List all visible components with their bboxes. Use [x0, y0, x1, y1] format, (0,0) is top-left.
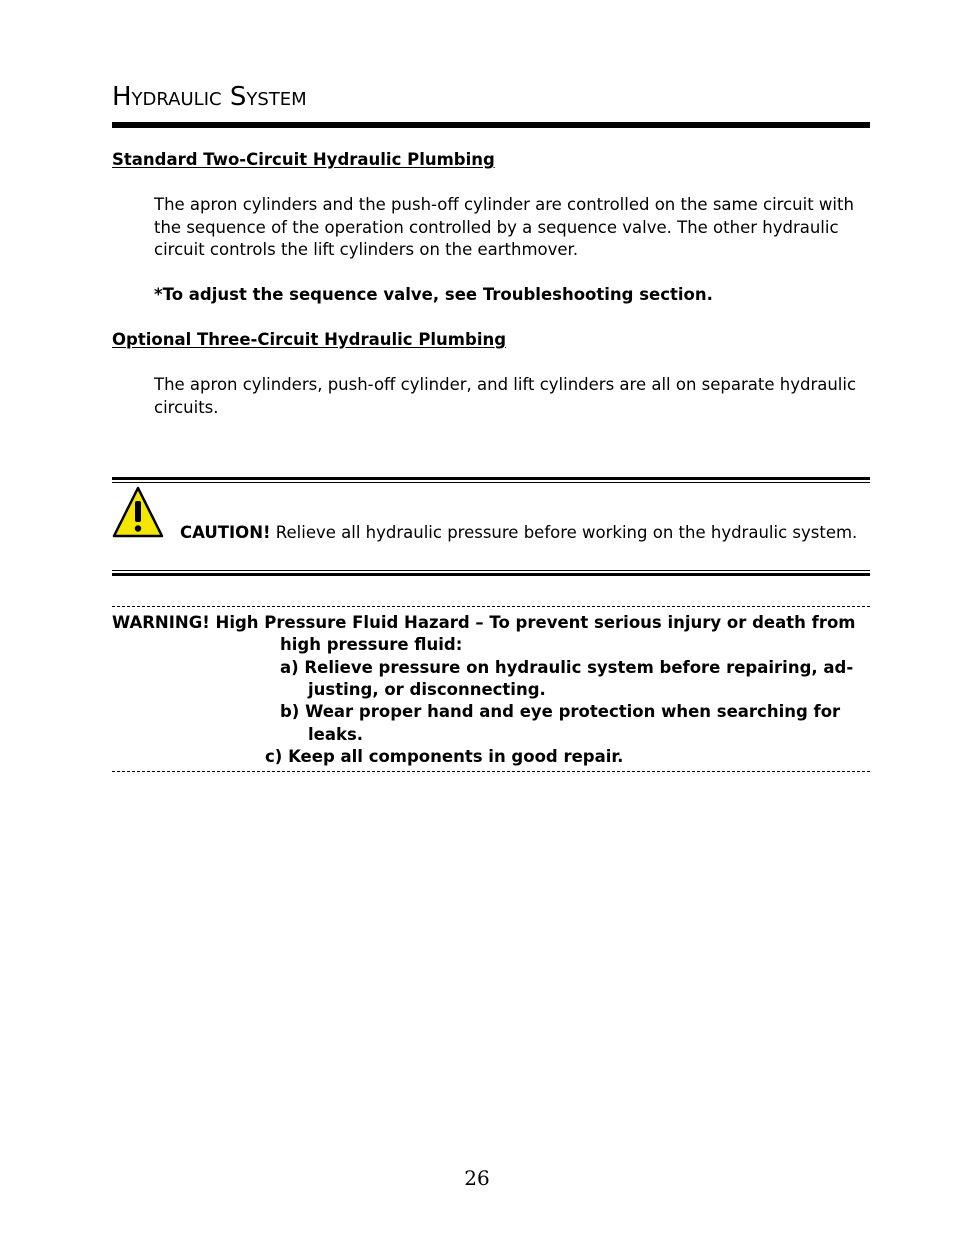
caution-text: Relieve all hydraulic pressure before working on the hydraulic system.: [270, 523, 858, 542]
caution-label: CAUTION!: [180, 523, 271, 542]
warning-triangle-icon: [112, 486, 164, 538]
standard-circuit-description: [154, 194, 870, 262]
warning-line: leaks.: [308, 725, 364, 744]
caution-top-rule: [112, 477, 870, 483]
warning-bottom-rule: [112, 771, 870, 772]
paragraph-line: circuits.: [154, 397, 219, 417]
warning-line: WARNING! High Pressure Fluid Hazard – To prevent serious injury or death from: [112, 613, 856, 632]
section-heading-optional-three-circuit: Optional Three-Circuit Hydraulic Plumbing: [112, 330, 507, 349]
sequence-valve-note: *To adjust the sequence valve, see Troubleshooting section.: [154, 285, 713, 304]
paragraph-line: circuit controls the lift cylinders on the earthmover.: [154, 240, 579, 259]
warning-line: high pressure fluid:: [280, 635, 463, 654]
section-heading-standard-two-circuit: Standard Two-Circuit Hydraulic Plumbing: [112, 150, 495, 169]
warning-line: justing, or disconnecting.: [308, 680, 546, 699]
caution-bottom-rule: [112, 570, 870, 576]
paragraph-line: the sequence of the operation controlled by a sequence valve. The other hydraulic: [154, 217, 839, 237]
title-divider: [112, 122, 870, 128]
page-number: 26: [464, 1166, 490, 1190]
page-title: Hydraulic System: [112, 82, 307, 112]
warning-top-rule: [112, 606, 870, 607]
warning-item-a: a) Relieve pressure on hydraulic system before repairing, ad-: [280, 658, 854, 677]
warning-item-b: b) Wear proper hand and eye protection when searching for: [280, 702, 841, 721]
caution-message: [180, 522, 857, 544]
warning-item-c: c) Keep all components in good repair.: [265, 747, 624, 766]
paragraph-line: The apron cylinders and the push-off cylinder are controlled on the same circuit with: [154, 195, 854, 214]
optional-circuit-description: [154, 374, 870, 419]
paragraph-line: The apron cylinders, push-off cylinder, and lift cylinders are all on separate hydraulic: [154, 375, 857, 394]
